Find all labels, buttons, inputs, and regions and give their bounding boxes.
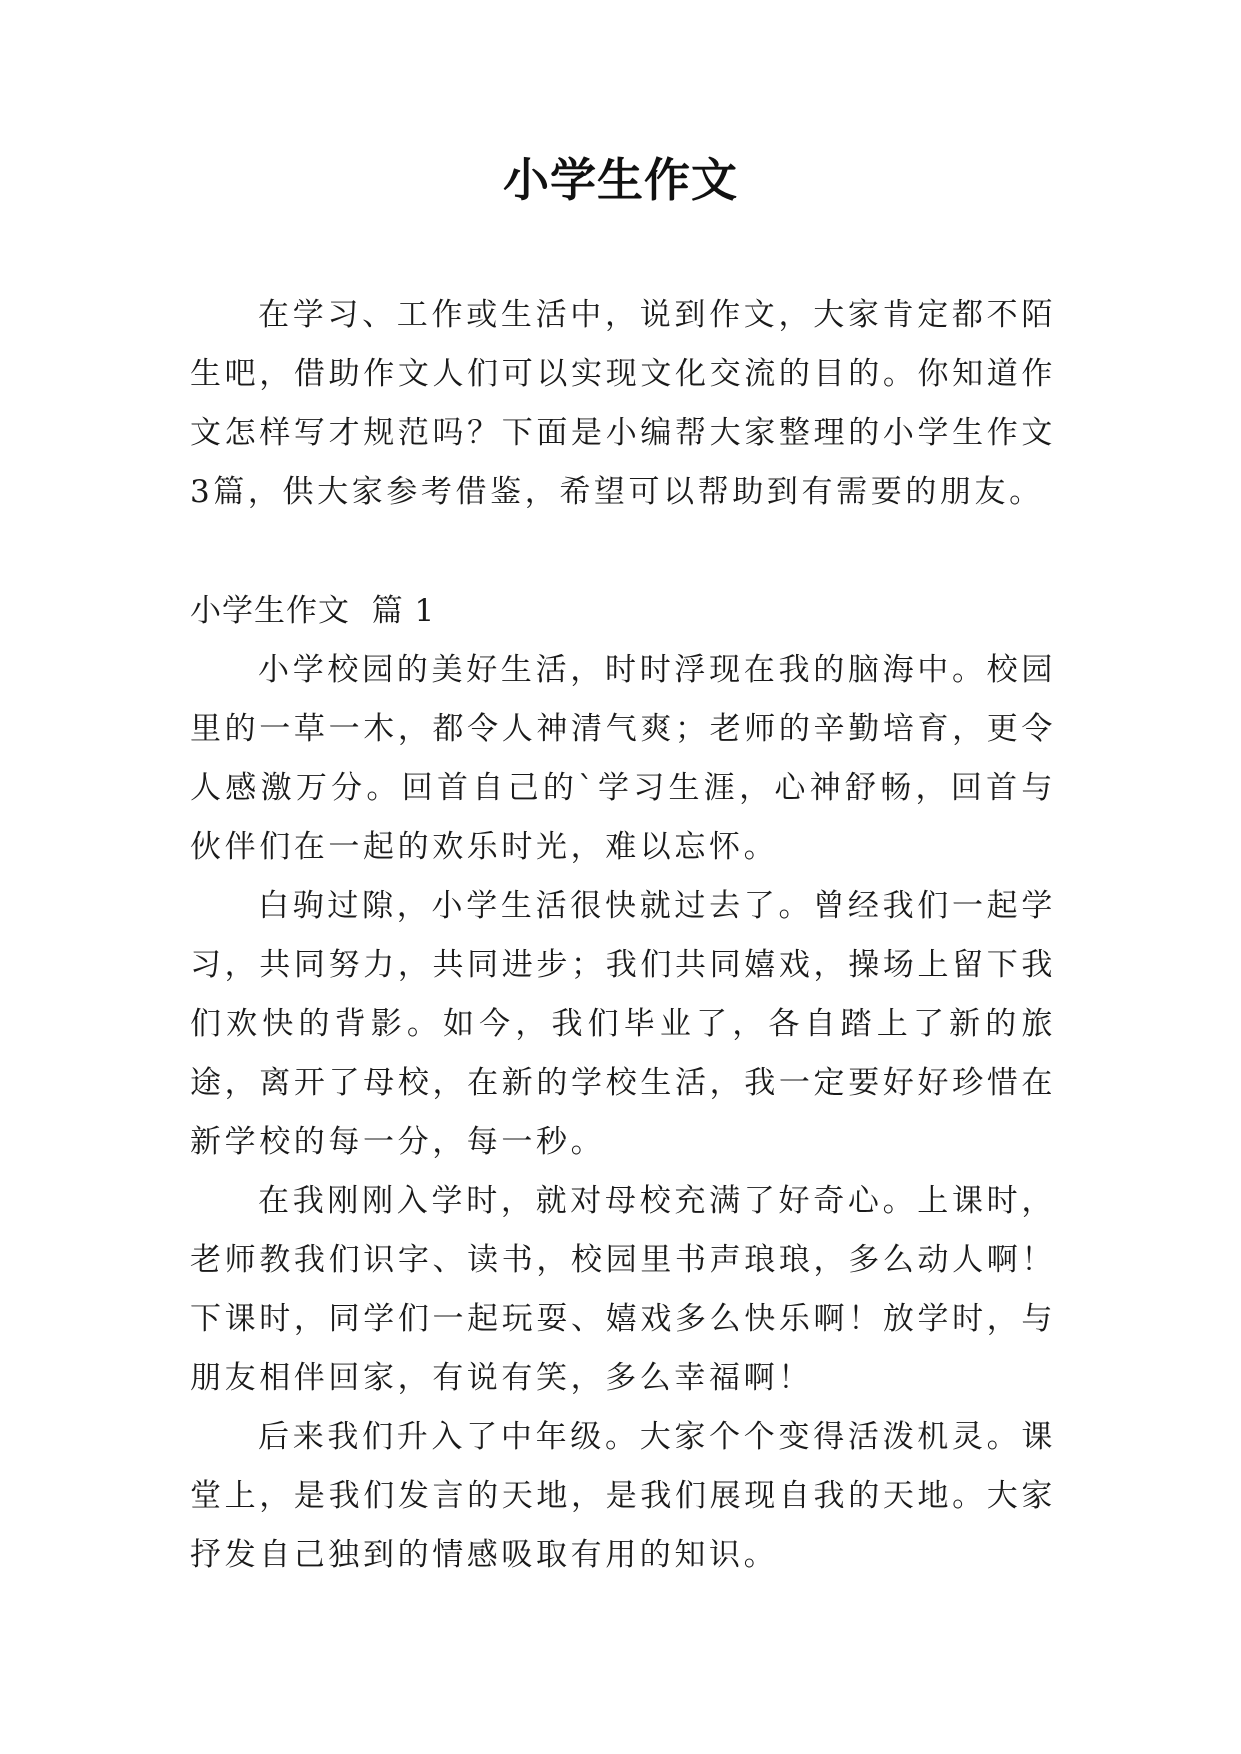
section-heading: 小学生作文 篇 1: [190, 593, 436, 629]
body-paragraph-3: 在我刚刚入学时，就对母校充满了好奇心。上课时，老师教我们识字、读书，校园里书声琅琅，多么动人啊！下课时，同学们一起玩耍、嬉戏多么快乐啊！放学时，与朋友相伴回家，有说有笑，多么幸福啊！: [190, 1183, 1056, 1396]
body-paragraph-1: 小学校园的美好生活，时时浮现在我的脑海中。校园里的一草一木，都令人神清气爽；老师的辛勤培育，更令人感激万分。回首自己的`学习生涯，心神舒畅，回首与伙伴们在一起的欢乐时光，难以忘怀。: [190, 652, 1056, 865]
document-title: 小学生作文: [503, 153, 738, 207]
intro-paragraph: 在学习、工作或生活中，说到作文，大家肯定都不陌生吧，借助作文人们可以实现文化交流的目的。你知道作文怎样写才规范吗？下面是小编帮大家整理的小学生作文3篇，供大家参考借鉴，希望可以帮助到有需要的朋友。: [190, 297, 1056, 510]
document-body: [190, 286, 1056, 1585]
body-paragraph-4: 后来我们升入了中年级。大家个个变得活泼机灵。课堂上，是我们发言的天地，是我们展现自我的天地。大家抒发自己独到的情感吸取有用的知识。: [190, 1419, 1056, 1573]
body-paragraph-2: 白驹过隙，小学生活很快就过去了。曾经我们一起学习，共同努力，共同进步；我们共同嬉戏，操场上留下我们欢快的背影。如今，我们毕业了，各自踏上了新的旅途，离开了母校，在新的学校生活，我一定要好好珍惜在新学校的每一分，每一秒。: [190, 888, 1056, 1160]
